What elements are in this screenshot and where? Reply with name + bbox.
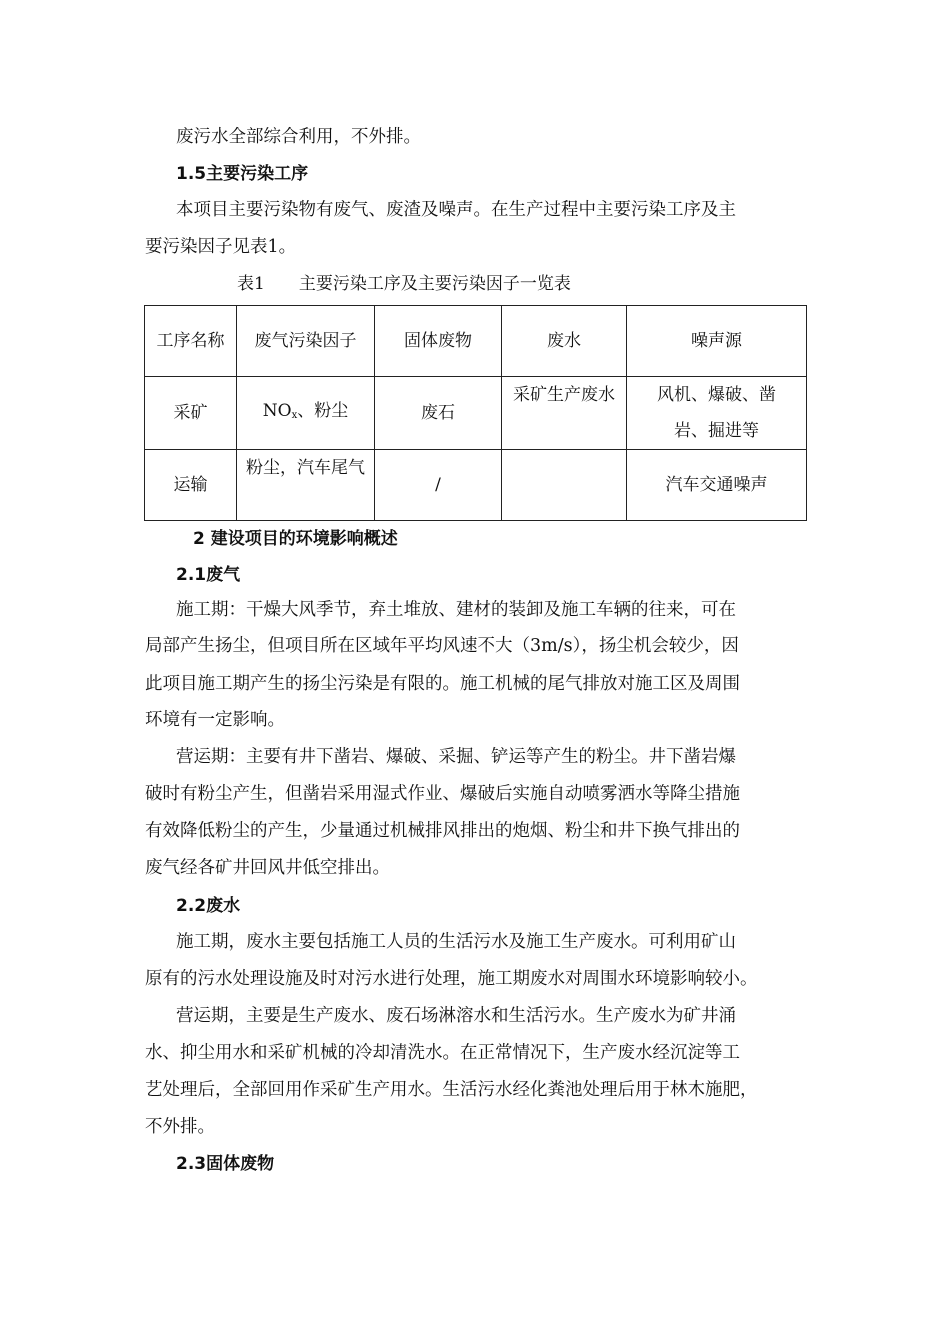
paragraph: 水、抑尘用水和采矿机械的冷却清洗水。在正常情况下，生产废水经沉淀等工: [145, 1043, 740, 1063]
table-cell: [237, 377, 375, 450]
formula-text: NO: [262, 400, 292, 421]
cell-text: 、粉尘: [297, 400, 349, 421]
pollution-table: [144, 305, 807, 521]
section-heading: 2 建设项目的环境影响概述: [193, 529, 398, 549]
table-header: 噪声源: [627, 306, 807, 377]
paragraph: 局部产生扬尘，但项目所在区域年平均风速不大（3m/s），扬尘机会较少，因: [145, 636, 739, 656]
paragraph: 有效降低粉尘的产生，少量通过机械排风排出的炮烟、粉尘和井下换气排出的: [145, 821, 740, 841]
table-cell: 粉尘，汽车尾气: [237, 450, 375, 521]
table-header: 废水: [502, 306, 627, 377]
table-cell: 运输: [145, 450, 237, 521]
paragraph: 要污染因子见表1。: [145, 237, 297, 257]
table-cell: 废石: [375, 377, 502, 450]
paragraph: 不外排。: [145, 1117, 215, 1137]
paragraph: 艺处理后，全部回用作采矿生产用水。生活污水经化粪池处理后用于林木施肥，: [145, 1080, 758, 1100]
table-cell: 采矿: [145, 377, 237, 450]
table-cell: 汽车交通噪声: [627, 450, 807, 521]
table-row: [145, 377, 807, 450]
paragraph: 废污水全部综合利用，不外排。: [176, 127, 421, 147]
table-cell: 风机、爆破、凿岩、掘进等: [627, 377, 807, 450]
paragraph: 营运期，主要是生产废水、废石场淋溶水和生活污水。生产废水为矿井涌: [176, 1006, 736, 1026]
subsection-heading: 2.3固体废物: [176, 1154, 275, 1174]
paragraph: 原有的污水处理设施及时对污水进行处理，施工期废水对周围水环境影响较小。: [145, 969, 758, 989]
table-cell: 采矿生产废水: [502, 377, 627, 450]
paragraph: 此项目施工期产生的扬尘污染是有限的。施工机械的尾气排放对施工区及周围: [145, 674, 740, 694]
paragraph: 施工期，废水主要包括施工人员的生活污水及施工生产废水。可利用矿山: [176, 932, 736, 952]
table-cell: [502, 450, 627, 521]
paragraph: 破时有粉尘产生，但凿岩采用湿式作业、爆破后实施自动喷雾洒水等降尘措施: [145, 784, 740, 804]
table-header: 工序名称: [145, 306, 237, 377]
subsection-heading: 2.2废水: [176, 896, 241, 916]
paragraph: 环境有一定影响。: [145, 710, 285, 730]
paragraph: 营运期：主要有井下凿岩、爆破、采掘、铲运等产生的粉尘。井下凿岩爆: [176, 747, 736, 767]
paragraph: 施工期：干燥大风季节，弃土堆放、建材的装卸及施工车辆的往来，可在: [176, 600, 736, 620]
table-cell: /: [375, 450, 502, 521]
section-heading: 1.5主要污染工序: [176, 164, 309, 184]
table-header: 废气污染因子: [237, 306, 375, 377]
table-caption: 表1 主要污染工序及主要污染因子一览表: [237, 274, 571, 294]
table-header-row: [145, 306, 807, 377]
paragraph: 本项目主要污染物有废气、废渣及噪声。在生产过程中主要污染工序及主: [176, 200, 736, 220]
table-row: [145, 450, 807, 521]
paragraph: 废气经各矿井回风井低空排出。: [145, 858, 390, 878]
subsection-heading: 2.1废气: [176, 565, 241, 585]
formula-subscript: x: [291, 409, 298, 421]
table-header: 固体废物: [375, 306, 502, 377]
